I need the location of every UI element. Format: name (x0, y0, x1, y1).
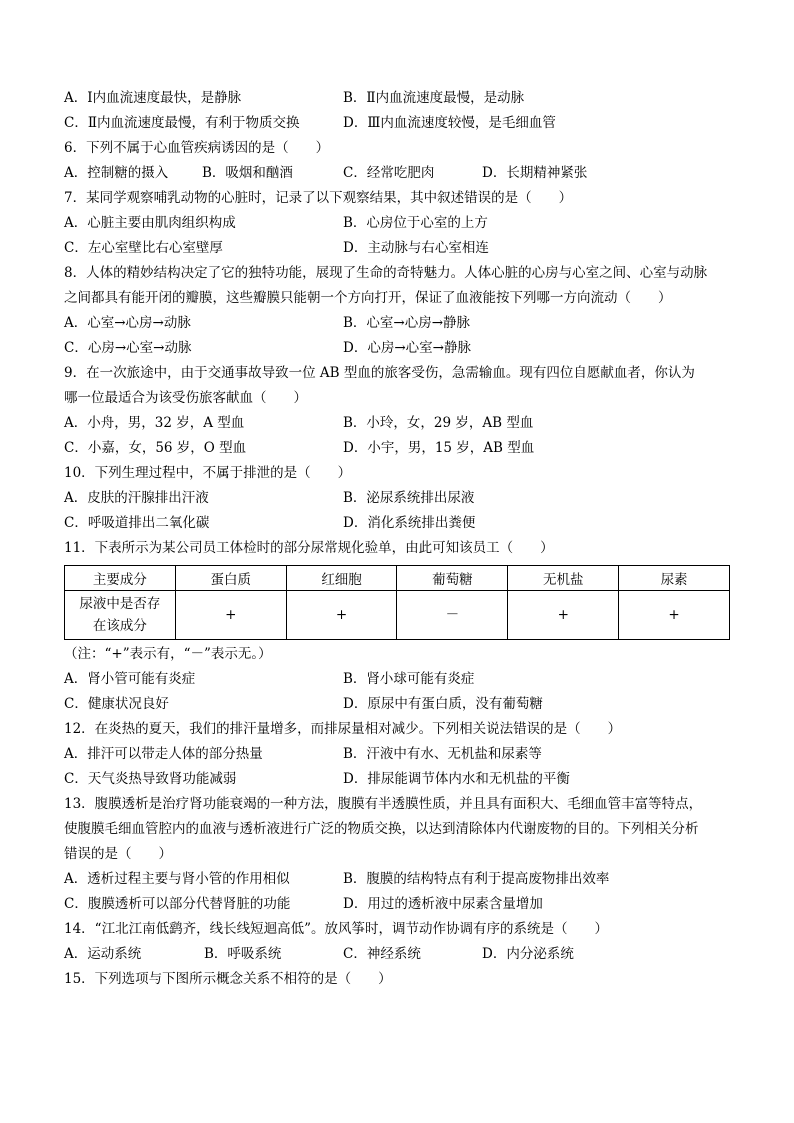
table-header-cell: 无机盐 (508, 566, 619, 591)
table-cell-red-cells: + (286, 591, 397, 640)
q6-stem: 6．下列不属于心血管疾病诱因的是（ ） (64, 140, 330, 156)
q9-option-b: B．小玲，女，29 岁，AB 型血 (343, 415, 534, 431)
q10-option-b: B．泌尿系统排出尿液 (343, 490, 475, 506)
q14-option-b: B．呼吸系统 (204, 946, 282, 962)
q5-options-row-1 (64, 86, 732, 111)
q13-stem-line-3: 错误的是（ ） (64, 846, 172, 862)
q12-option-b: B．汗液中有水、无机盐和尿素等 (343, 746, 542, 762)
q10-options-row-1 (64, 486, 732, 511)
q7-option-d: D．主动脉与右心室相连 (343, 240, 489, 256)
q14-options-row (64, 942, 732, 967)
q8-option-c: C．心房→心室→动脉 (64, 340, 192, 356)
q10-option-c: C．呼吸道排出二氧化碳 (64, 515, 210, 531)
q12-option-d: D．排尿能调节体内水和无机盐的平衡 (343, 771, 570, 787)
q12-option-a: A．排汗可以带走人体的部分热量 (64, 746, 263, 762)
q9-options-row-2 (64, 436, 732, 461)
q7-options-row-1 (64, 211, 732, 236)
q13-stem-line-1: 13．腹膜透析是治疗肾功能衰竭的一种方法，腹膜有半透膜性质，并且具有面积大、毛细血管丰富等特点， (64, 796, 703, 812)
q11-option-a: A．肾小管可能有炎症 (64, 671, 196, 687)
table-header-cell: 主要成分 (65, 566, 176, 591)
q13-options-row-1 (64, 867, 732, 892)
q8-options-row-2 (64, 336, 732, 361)
q13-option-d: D．用过的透析液中尿素含量增加 (343, 896, 543, 912)
q8-stem-line-2: 之间都具有能开闭的瓣膜，这些瓣膜只能朝一个方向打开，保证了血液能按下列哪一方向流动（ ） (64, 290, 672, 306)
q7-option-b: B．心房位于心室的上方 (343, 215, 488, 231)
table-cell-protein: + (175, 591, 286, 640)
table-header-cell: 葡萄糖 (397, 566, 508, 591)
table-header-cell: 蛋白质 (175, 566, 286, 591)
table-row-label-line-2: 在该成分 (92, 618, 147, 634)
q9-stem-line-2: 哪一位最适合为该受伤旅客献血（ ） (64, 390, 307, 406)
table-header-cell: 红细胞 (286, 566, 397, 591)
q5-option-a: A．Ⅰ内血流速度最快，是静脉 (64, 90, 242, 106)
exam-page (64, 86, 732, 992)
q8-options-row-1 (64, 311, 732, 336)
q11-option-c: C．健康状况良好 (64, 696, 169, 712)
q6-options-row (64, 161, 732, 186)
q14-stem: 14．“江北江南低鹞齐，线长线短迴高低”。放风筝时，调节动作协调有序的系统是（ ） (64, 921, 608, 937)
q11-stem: 11．下表所示为某公司员工体检时的部分尿常规化验单，由此可知该员工（ ） (64, 540, 554, 556)
table-row-label-line-1: 尿液中是否存 (79, 596, 161, 612)
q7-option-a: A．心脏主要由肌肉组织构成 (64, 215, 236, 231)
q11-option-b: B．肾小球可能有炎症 (343, 671, 475, 687)
q10-options-row-2 (64, 511, 732, 536)
q13-options-row-2 (64, 892, 732, 917)
table-cell-glucose: － (397, 591, 508, 640)
q12-options-row-1 (64, 742, 732, 767)
q9-option-a: A．小舟，男，32 岁，A 型血 (64, 415, 245, 431)
q14-option-d: D．内分泌系统 (482, 946, 574, 962)
table-cell-salts: + (508, 591, 619, 640)
q8-option-a: A．心室→心房→动脉 (64, 315, 191, 331)
q9-option-d: D．小宇，男，15 岁，AB 型血 (343, 440, 535, 456)
q9-option-c: C．小嘉，女，56 岁，O 型血 (64, 440, 247, 456)
table-header-cell: 尿素 (619, 566, 730, 591)
q13-option-a: A．透析过程主要与肾小管的作用相似 (64, 871, 290, 887)
q14-option-a: A．运动系统 (64, 946, 142, 962)
q10-option-a: A．皮肤的汗腺排出汗液 (64, 490, 209, 506)
q7-option-c: C．左心室壁比右心室壁厚 (64, 240, 223, 256)
q10-option-d: D．消化系统排出粪便 (343, 515, 476, 531)
q11-options-row-2 (64, 692, 732, 717)
q8-option-b: B．心室→心房→静脉 (343, 315, 471, 331)
q8-option-d: D．心房→心室→静脉 (343, 340, 471, 356)
q6-option-d: D．长期精神紧张 (482, 165, 588, 181)
q13-option-c: C．腹膜透析可以部分代替肾脏的功能 (64, 896, 291, 912)
q12-stem: 12．在炎热的夏天，我们的排汗量增多，而排尿量相对减少。下列相关说法错误的是（ ） (64, 721, 622, 737)
q13-option-b: B．腹膜的结构特点有利于提高废物排出效率 (343, 871, 610, 887)
q11-option-d: D．原尿中有蛋白质，没有葡萄糖 (343, 696, 543, 712)
table-row (65, 591, 730, 640)
q8-stem-line-1: 8．人体的精妙结构决定了它的独特功能，展现了生命的奇特魅力。人体心脏的心房与心室之间、心室与动脉 (64, 265, 708, 281)
table-cell-urea: + (619, 591, 730, 640)
q5-option-d: D．Ⅲ内血流速度较慢，是毛细血管 (343, 115, 556, 131)
q6-option-b: B．吸烟和酗酒 (202, 165, 293, 181)
q5-options-row-2 (64, 111, 732, 136)
q11-options-row-1 (64, 667, 732, 692)
q7-options-row-2 (64, 236, 732, 261)
table-header-row (65, 566, 730, 591)
q14-option-c: C．神经系统 (343, 946, 421, 962)
q6-option-c: C．经常吃肥肉 (343, 165, 435, 181)
q9-options-row-1 (64, 411, 732, 436)
q15-stem: 15．下列选项与下图所示概念关系不相符的是（ ） (64, 971, 392, 987)
q9-stem-line-1: 9．在一次旅途中，由于交通事故导致一位 AB 型血的旅客受伤，急需输血。现有四位自愿献血者，你认为 (64, 365, 695, 381)
q12-options-row-2 (64, 767, 732, 792)
q5-option-c: C．Ⅱ内血流速度最慢，有利于物质交换 (64, 115, 300, 131)
q5-option-b: B．Ⅱ内血流速度最慢，是动脉 (343, 90, 525, 106)
urine-test-table (64, 565, 730, 640)
q12-option-c: C．天气炎热导致肾功能减弱 (64, 771, 237, 787)
q7-stem: 7．某同学观察哺乳动物的心脏时，记录了以下观察结果，其中叙述错误的是（ ） (64, 190, 573, 206)
q10-stem: 10．下列生理过程中，不属于排泄的是（ ） (64, 465, 352, 481)
q6-option-a: A．控制糖的摄入 (64, 165, 169, 181)
table-row-label (65, 591, 176, 640)
q11-table-note: （注：“+”表示有，“－”表示无。） (64, 646, 272, 662)
q13-stem-line-2: 使腹膜毛细血管腔内的血液与透析液进行广泛的物质交换，以达到清除体内代谢废物的目的。下列相关分析 (64, 821, 699, 837)
